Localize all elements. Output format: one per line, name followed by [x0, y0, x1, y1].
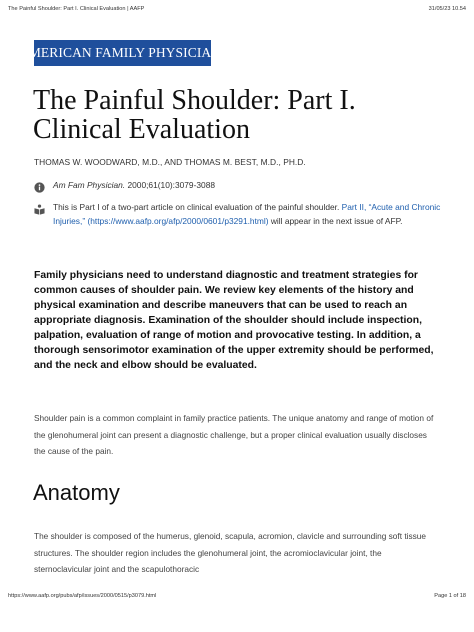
logo-registered-mark: ®: [222, 50, 227, 56]
note-text: This is Part I of a two-part article on clinical evaluation of the painful shoulder.: [53, 202, 340, 212]
print-url: https://www.aafp.org/pubs/afp/issues/2000/0515/p3079.html: [8, 593, 157, 599]
note-suffix: will appear in the next issue of AFP.: [270, 215, 403, 226]
intro-paragraph: Shoulder pain is a common complaint in family practice patients. The unique anatomy and range of motion of the glenohumeral joint can present a diagnostic challenge, but a proper clinical evaluation usually discloses the cause of the pain.: [34, 413, 434, 456]
section-heading-anatomy: Anatomy: [33, 480, 120, 505]
article-authors: THOMAS W. WOODWARD, M.D., AND THOMAS M. BEST, M.D., PH.D.: [34, 157, 306, 167]
logo-text: AMERICAN FAMILY PHYSICIAN: [18, 45, 222, 60]
article-note-row: [34, 201, 444, 229]
print-footer: [8, 593, 466, 603]
citation-journal: Am Fam Physician.: [53, 180, 126, 190]
info-icon: [34, 180, 45, 191]
afp-logo[interactable]: [18, 40, 227, 66]
print-datetime: 31/05/23 10.54: [428, 6, 466, 12]
print-page-title: The Painful Shoulder: Part I. Clinical Evaluation | AAFP: [8, 6, 145, 12]
anatomy-paragraph: The shoulder is composed of the humerus, glenoid, scapula, acromion, clavicle and surrounding soft tissue structures. The shoulder region includes the glenohumeral joint, the acromioclavicular joint, the sternoclavicular joint and the scapulothoracic: [34, 531, 427, 574]
book-reader-icon: [34, 202, 45, 213]
citation-row: [34, 179, 215, 193]
print-page-number: Page 1 of 18: [434, 593, 466, 599]
citation-details: 2000;61(10):3079-3088: [127, 180, 216, 190]
print-header: [8, 6, 466, 16]
part-two-link[interactable]: Part II, “Acute and Chronic Injuries,” (https://www.aafp.org/afp/2000/0601/p3291.html): [53, 202, 441, 226]
article-title: The Painful Shoulder: Part I. Clinical Evaluation: [33, 85, 356, 145]
article-abstract: Family physicians need to understand diagnostic and treatment strategies for common causes of shoulder pain. We review key elements of the history and physical examination and describe maneuvers that can be used to reach an appropriate diagnosis. Examination of the shoulder should include inspection, palpation, evaluation of range of motion and provocative testing. In addition, a thorough sensorimotor examination of the upper extremity should be performed, and the neck and elbow should be evaluated.: [34, 270, 434, 371]
